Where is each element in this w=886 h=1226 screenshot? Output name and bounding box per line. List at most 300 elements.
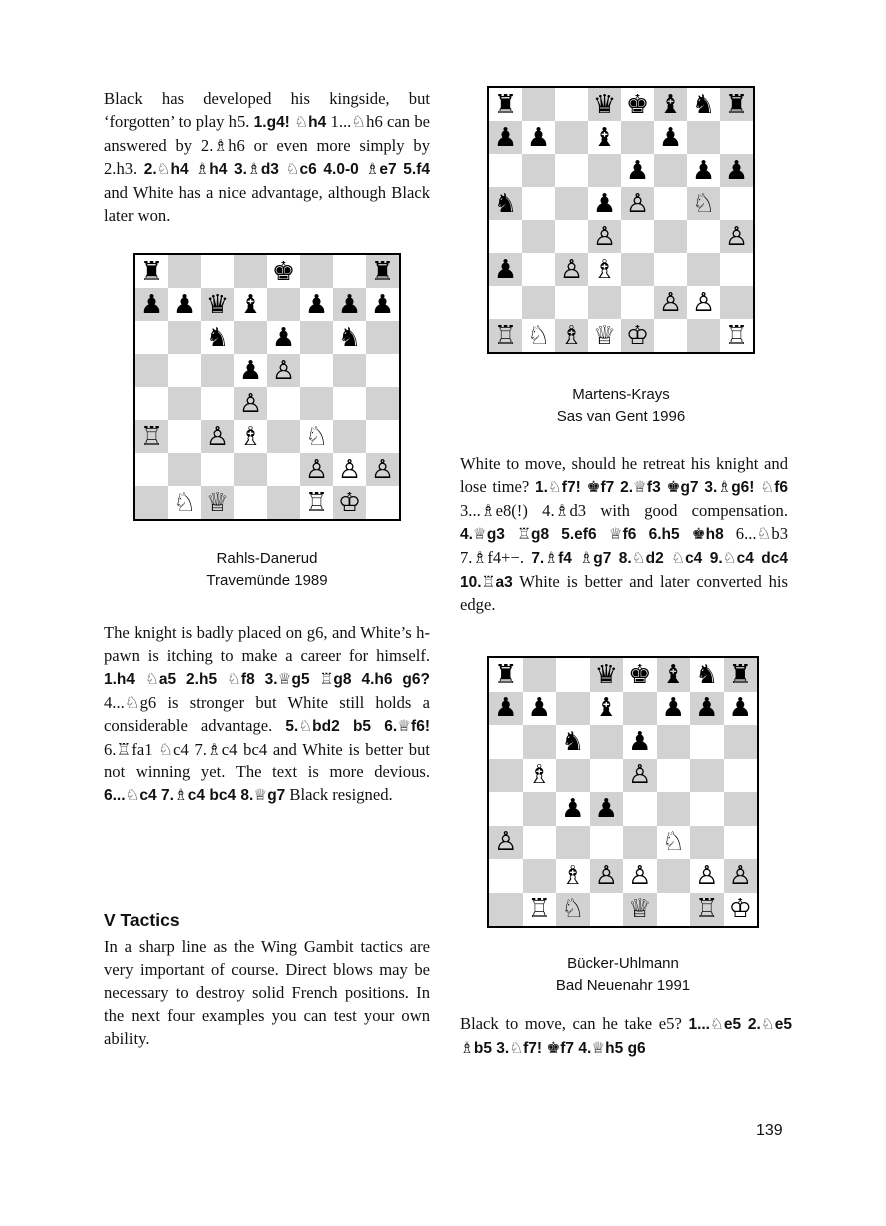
move-notation: 7.♗f4 ♗g7 8.♘d2 ♘c4 9.♘c4 dc4 10.♖a3	[460, 549, 788, 591]
caption-martens-krays	[487, 384, 755, 428]
board-square	[523, 893, 557, 927]
body-text: 6.♖fa1 ♘c4 7.♗c4 bc4 and White is better but not winning yet. The text is more devious.	[104, 739, 430, 782]
black-pawn-icon: ♟	[238, 355, 263, 386]
board-square	[724, 692, 758, 726]
caption-event: Travemünde 1989	[206, 572, 328, 589]
black-pawn-icon: ♟	[139, 289, 164, 320]
board-square	[623, 893, 657, 927]
board-square	[168, 486, 201, 519]
board-square	[168, 321, 201, 354]
board-square	[556, 692, 590, 726]
black-pawn-icon: ♟	[271, 322, 296, 353]
board-square	[621, 286, 654, 319]
board-square	[724, 792, 758, 826]
board-square	[300, 321, 333, 354]
black-pawn-icon: ♟	[695, 693, 719, 724]
board-square	[234, 255, 267, 288]
white-king-icon: ♔	[728, 894, 752, 925]
diagram-rahls-danerud	[133, 253, 401, 521]
black-pawn-icon: ♟	[172, 289, 197, 320]
board-square	[621, 319, 654, 352]
board-square	[300, 453, 333, 486]
board-square	[657, 692, 691, 726]
black-knight-icon: ♞	[695, 659, 719, 690]
board-square	[489, 725, 523, 759]
board-square	[555, 88, 588, 121]
board-square	[654, 88, 687, 121]
black-rook-icon: ♜	[139, 256, 164, 287]
black-pawn-icon: ♟	[592, 188, 617, 219]
board-square	[333, 486, 366, 519]
black-bishop-icon: ♝	[592, 122, 617, 153]
board-square	[555, 253, 588, 286]
board-square	[267, 486, 300, 519]
board-square	[590, 826, 624, 860]
caption-bucker-uhlmann	[487, 953, 759, 997]
board-square	[523, 658, 557, 692]
white-pawn-icon: ♙	[728, 860, 752, 891]
black-pawn-icon: ♟	[661, 693, 685, 724]
diagram-martens-krays	[487, 86, 755, 354]
board-square	[621, 88, 654, 121]
board-square	[556, 859, 590, 893]
board-square	[489, 692, 523, 726]
board-square	[523, 826, 557, 860]
board-square	[489, 121, 522, 154]
move-notation: 1.g4! ♘h4	[253, 113, 327, 131]
black-knight-icon: ♞	[493, 188, 518, 219]
body-text: Black resigned.	[285, 785, 393, 805]
board-square	[654, 286, 687, 319]
board-square	[555, 187, 588, 220]
white-rook-icon: ♖	[724, 320, 749, 351]
board-square	[623, 759, 657, 793]
board-square	[687, 154, 720, 187]
board-square	[720, 253, 753, 286]
board-square	[690, 859, 724, 893]
board-square	[690, 658, 724, 692]
black-king-icon: ♚	[628, 659, 652, 690]
black-pawn-icon: ♟	[628, 726, 652, 757]
black-knight-icon: ♞	[205, 322, 230, 353]
white-knight-icon: ♘	[691, 188, 716, 219]
board-square	[657, 725, 691, 759]
board-square	[201, 387, 234, 420]
board-square	[724, 658, 758, 692]
board-square	[333, 387, 366, 420]
board-square	[522, 154, 555, 187]
board-square	[720, 154, 753, 187]
board-square	[720, 286, 753, 319]
board-square	[724, 859, 758, 893]
board-square	[523, 759, 557, 793]
white-knight-icon: ♘	[526, 320, 551, 351]
white-king-icon: ♔	[625, 320, 650, 351]
white-pawn-icon: ♙	[592, 221, 617, 252]
board-square	[366, 255, 399, 288]
board-square	[687, 187, 720, 220]
black-pawn-icon: ♟	[625, 155, 650, 186]
board-square	[135, 354, 168, 387]
black-rook-icon: ♜	[494, 659, 518, 690]
board-square	[588, 253, 621, 286]
black-pawn-icon: ♟	[658, 122, 683, 153]
board-square	[555, 319, 588, 352]
black-bishop-icon: ♝	[238, 289, 263, 320]
board-square	[489, 253, 522, 286]
body-text: and White has a nice advantage, although Black later won.	[104, 182, 430, 225]
move-notation: 1.h4 ♘a5 2.h5 ♘f8 3.♕g5 ♖g8 4.h6 g6?	[104, 670, 430, 688]
board-square	[654, 187, 687, 220]
board-square	[623, 692, 657, 726]
black-knight-icon: ♞	[561, 726, 585, 757]
board-square	[556, 725, 590, 759]
board-square	[724, 826, 758, 860]
board-square	[366, 387, 399, 420]
board-square	[168, 255, 201, 288]
board-square	[333, 354, 366, 387]
board-square	[588, 319, 621, 352]
board-square	[720, 319, 753, 352]
white-king-icon: ♔	[337, 487, 362, 518]
board-square	[690, 893, 724, 927]
section-heading: V Tactics	[104, 910, 180, 930]
right-column-upper	[460, 453, 788, 617]
board-square	[621, 121, 654, 154]
board-square	[234, 453, 267, 486]
board-square	[234, 387, 267, 420]
white-queen-icon: ♕	[592, 320, 617, 351]
black-pawn-icon: ♟	[304, 289, 329, 320]
white-bishop-icon: ♗	[238, 421, 263, 452]
left-column-tactics	[104, 936, 430, 1051]
move-notation: 6...♘c4 7.♗c4 bc4 8.♕g7	[104, 787, 286, 805]
body-text: 6...♘b3 7.♗f4+−.	[460, 523, 788, 567]
black-pawn-icon: ♟	[594, 793, 618, 824]
caption-rahls-danerud	[133, 548, 401, 592]
board-square	[300, 420, 333, 453]
black-queen-icon: ♛	[592, 89, 617, 120]
body-text: White is better and later converted his edge.	[460, 571, 788, 615]
black-rook-icon: ♜	[493, 89, 518, 120]
board-square	[590, 658, 624, 692]
board-square	[168, 420, 201, 453]
board-square	[724, 893, 758, 927]
board-square	[522, 319, 555, 352]
board-square	[366, 453, 399, 486]
board-square	[333, 255, 366, 288]
black-knight-icon: ♞	[691, 89, 716, 120]
move-notation: 4.♕g3 ♖g8 5.ef6 ♕f6 6.h5 ♚h8	[460, 525, 724, 543]
caption-players: Martens-Krays	[572, 386, 670, 403]
white-rook-icon: ♖	[139, 421, 164, 452]
board-square	[687, 220, 720, 253]
caption-players: Bücker-Uhlmann	[567, 955, 679, 972]
board-square	[657, 826, 691, 860]
board-square	[366, 486, 399, 519]
board-square	[300, 387, 333, 420]
board-square	[654, 253, 687, 286]
black-bishop-icon: ♝	[594, 693, 618, 724]
white-knight-icon: ♘	[304, 421, 329, 452]
move-notation: 1.♘f7! ♚f7 2.♕f3 ♚g7 3.♗g6! ♘f6	[534, 478, 788, 496]
board-square	[623, 826, 657, 860]
board-square	[333, 420, 366, 453]
board-square	[588, 121, 621, 154]
board-square	[621, 187, 654, 220]
left-column-lower	[104, 622, 430, 808]
white-pawn-icon: ♙	[238, 388, 263, 419]
board-square	[523, 725, 557, 759]
board-square	[590, 893, 624, 927]
board-square	[489, 826, 523, 860]
board-square	[201, 420, 234, 453]
white-queen-icon: ♕	[628, 894, 652, 925]
body-text: Black to move, can he take e5?	[460, 1014, 689, 1033]
board-square	[590, 759, 624, 793]
board-square	[201, 453, 234, 486]
white-pawn-icon: ♙	[494, 827, 518, 858]
board-square	[234, 354, 267, 387]
board-square	[201, 255, 234, 288]
board-square	[522, 220, 555, 253]
board-square	[234, 486, 267, 519]
board-square	[201, 288, 234, 321]
board-square	[621, 253, 654, 286]
board-square	[300, 255, 333, 288]
board-square	[590, 859, 624, 893]
board-square	[621, 220, 654, 253]
black-king-icon: ♚	[625, 89, 650, 120]
board-square	[300, 354, 333, 387]
board-square	[588, 286, 621, 319]
board-square	[690, 725, 724, 759]
white-pawn-icon: ♙	[625, 188, 650, 219]
board-square	[489, 792, 523, 826]
board-square	[168, 288, 201, 321]
white-pawn-icon: ♙	[628, 760, 652, 791]
black-bishop-icon: ♝	[661, 659, 685, 690]
caption-players: Rahls-Danerud	[216, 550, 318, 567]
board-square	[657, 859, 691, 893]
black-pawn-icon: ♟	[724, 155, 749, 186]
move-notation: 2.♘h4 ♗h4 3.♗d3 ♘c6 4.0-0 ♗e7 5.f4	[143, 160, 430, 178]
board-square	[556, 759, 590, 793]
board-square	[489, 759, 523, 793]
left-paragraph-3	[104, 936, 430, 1051]
white-pawn-icon: ♙	[304, 454, 329, 485]
black-pawn-icon: ♟	[526, 122, 551, 153]
body-text: 1...♘h6 can be answered by 2.♗h6 or even more simply by 2.h3.	[104, 111, 430, 178]
board-square	[657, 792, 691, 826]
board-square	[555, 286, 588, 319]
black-pawn-icon: ♟	[561, 793, 585, 824]
board-square	[135, 255, 168, 288]
white-pawn-icon: ♙	[205, 421, 230, 452]
white-bishop-icon: ♗	[559, 320, 584, 351]
board-square	[654, 319, 687, 352]
board-square	[724, 725, 758, 759]
board-square	[720, 88, 753, 121]
board-square	[687, 319, 720, 352]
board-square	[522, 88, 555, 121]
black-bishop-icon: ♝	[658, 89, 683, 120]
black-pawn-icon: ♟	[728, 693, 752, 724]
board-square	[267, 255, 300, 288]
board-square	[555, 121, 588, 154]
white-pawn-icon: ♙	[691, 287, 716, 318]
white-knight-icon: ♘	[561, 894, 585, 925]
board-square	[590, 792, 624, 826]
board-square	[690, 692, 724, 726]
board-square	[489, 220, 522, 253]
body-text: Black has developed his kingside, but ‘forgotten’ to play h5.	[104, 89, 430, 131]
white-rook-icon: ♖	[695, 894, 719, 925]
black-pawn-icon: ♟	[370, 289, 395, 320]
board-square	[489, 286, 522, 319]
board-square	[687, 88, 720, 121]
board-square	[234, 420, 267, 453]
board-square	[135, 321, 168, 354]
board-square	[267, 354, 300, 387]
board-square	[590, 725, 624, 759]
board-square	[556, 893, 590, 927]
black-pawn-icon: ♟	[493, 254, 518, 285]
black-king-icon: ♚	[271, 256, 296, 287]
board-square	[657, 759, 691, 793]
board-square	[690, 792, 724, 826]
white-pawn-icon: ♙	[695, 860, 719, 891]
black-knight-icon: ♞	[337, 322, 362, 353]
white-knight-icon: ♘	[172, 487, 197, 518]
board-square	[523, 692, 557, 726]
white-pawn-icon: ♙	[337, 454, 362, 485]
board-square	[690, 826, 724, 860]
board-square	[489, 88, 522, 121]
move-notation: 5.♘bd2 b5 6.♕f6!	[285, 717, 430, 735]
board-square	[588, 154, 621, 187]
board-square	[555, 220, 588, 253]
board-square	[201, 354, 234, 387]
board-square	[333, 453, 366, 486]
black-queen-icon: ♛	[594, 659, 618, 690]
white-pawn-icon: ♙	[628, 860, 652, 891]
board-square	[690, 759, 724, 793]
board-square	[523, 859, 557, 893]
diagram-bucker-uhlmann	[487, 656, 759, 928]
board-square	[720, 187, 753, 220]
board-square	[135, 453, 168, 486]
board-square	[623, 859, 657, 893]
board-square	[522, 286, 555, 319]
board-square	[135, 420, 168, 453]
board-square	[556, 658, 590, 692]
move-notation: 1...♘e5 2.♘e5 ♗b5 3.♘f7! ♚f7 4.♕h5 g6	[460, 1016, 792, 1057]
white-rook-icon: ♖	[527, 894, 551, 925]
board-square	[621, 154, 654, 187]
board-square	[267, 387, 300, 420]
white-bishop-icon: ♗	[561, 860, 585, 891]
board-square	[588, 88, 621, 121]
body-text: 3...♗e8(!) 4.♗d3 with good compensation.	[460, 500, 788, 520]
board-square	[522, 187, 555, 220]
board-square	[333, 288, 366, 321]
board-square	[168, 354, 201, 387]
board-square	[489, 859, 523, 893]
black-rook-icon: ♜	[728, 659, 752, 690]
board-square	[366, 321, 399, 354]
board-square	[489, 154, 522, 187]
white-pawn-icon: ♙	[370, 454, 395, 485]
board-square	[267, 288, 300, 321]
board-square	[555, 154, 588, 187]
caption-event: Sas van Gent 1996	[556, 408, 686, 425]
left-paragraph-2	[104, 622, 430, 808]
caption-event: Bad Neuenahr 1991	[555, 977, 691, 994]
board-square	[720, 121, 753, 154]
board-square	[267, 453, 300, 486]
board-square	[234, 288, 267, 321]
board-square	[556, 826, 590, 860]
board-square	[201, 321, 234, 354]
board-square	[623, 792, 657, 826]
left-paragraph-1	[104, 88, 430, 227]
board-square	[657, 893, 691, 927]
board-square	[300, 486, 333, 519]
white-rook-icon: ♖	[304, 487, 329, 518]
black-pawn-icon: ♟	[527, 693, 551, 724]
white-pawn-icon: ♙	[658, 287, 683, 318]
white-knight-icon: ♘	[661, 827, 685, 858]
board-square	[135, 486, 168, 519]
board-square	[366, 288, 399, 321]
board-square	[654, 220, 687, 253]
right-paragraph-1	[460, 453, 788, 617]
board-square	[489, 187, 522, 220]
board-square	[267, 420, 300, 453]
black-pawn-icon: ♟	[493, 122, 518, 153]
board-square	[623, 658, 657, 692]
black-pawn-icon: ♟	[691, 155, 716, 186]
board-square	[588, 220, 621, 253]
board-square	[556, 792, 590, 826]
body-text: 4...♘g6 is stronger but White still holds a considerable advantage.	[104, 692, 430, 735]
board-square	[168, 453, 201, 486]
board-square	[657, 658, 691, 692]
left-column	[104, 88, 430, 227]
white-pawn-icon: ♙	[271, 355, 296, 386]
board-square	[333, 321, 366, 354]
board-square	[489, 893, 523, 927]
board-square	[522, 253, 555, 286]
board-square	[623, 725, 657, 759]
white-rook-icon: ♖	[493, 320, 518, 351]
board-square	[720, 220, 753, 253]
black-rook-icon: ♜	[724, 89, 749, 120]
board-square	[168, 387, 201, 420]
board-square	[366, 420, 399, 453]
body-text: In a sharp line as the Wing Gambit tactics are very important of course. Direct blows may be necessary to destroy solid French positions. In the next four examples you can test your own ability.	[104, 937, 430, 1048]
black-queen-icon: ♛	[205, 289, 230, 320]
board-square	[267, 321, 300, 354]
board-square	[366, 354, 399, 387]
board-square	[201, 486, 234, 519]
black-rook-icon: ♜	[370, 256, 395, 287]
board-square	[489, 319, 522, 352]
board-square	[654, 121, 687, 154]
body-text: White to move, should he retreat his knight and lose time?	[460, 454, 788, 496]
board-square	[234, 321, 267, 354]
